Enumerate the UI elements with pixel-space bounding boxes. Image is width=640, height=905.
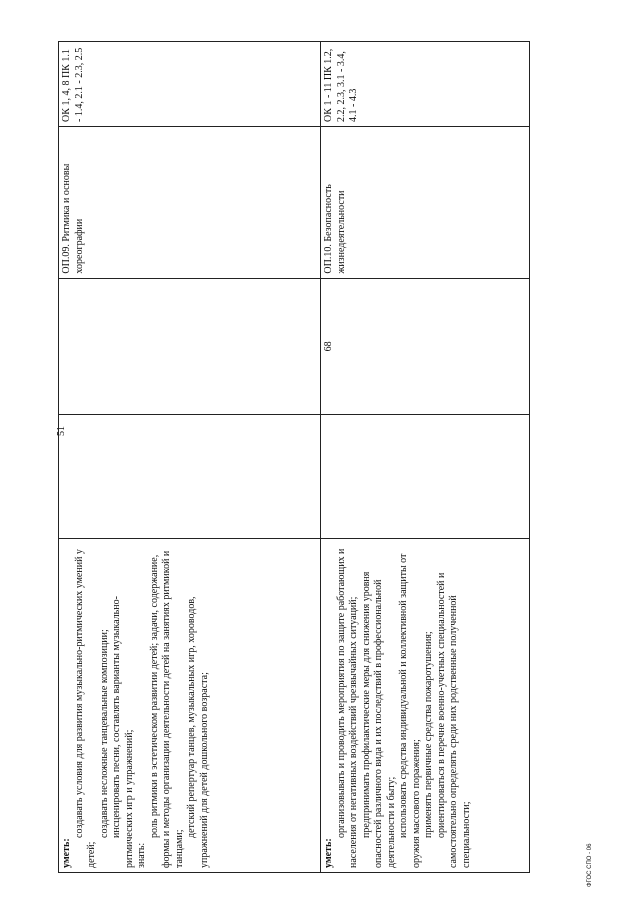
total-hours-cell xyxy=(59,415,321,539)
requirements-cell xyxy=(321,539,530,873)
list-item: создавать условия для развития музыкально-ритмических умений у детей; xyxy=(73,549,97,868)
table-row xyxy=(321,42,530,873)
table-row xyxy=(59,42,321,873)
discipline-cell: ОП.09. Ритмика и основы хореографии xyxy=(59,126,321,278)
list-item: ориентироваться в перечне военно-учетных специальностей и самостоятельно определять среди них родственные полученной специальности; xyxy=(435,572,472,868)
requirements-cell xyxy=(59,539,321,873)
list-item: инсценировать песни, составлять варианты музыкально-ритмических игр и упражнений; xyxy=(111,596,135,868)
list-item: применять первичные средства пожаротушения; xyxy=(423,631,434,838)
list-item: предпринимать профилактические меры для снижения уровня опасностей различного вида и их последствий в профессиональной деятельности и быту; xyxy=(360,571,397,868)
list-item: детский репертуар танцев, музыкальных игр, хороводов, упражнений для детей дошкольного возраста; xyxy=(186,596,210,868)
knowledge-label: знать: xyxy=(136,842,147,868)
page-number: 51 xyxy=(56,426,67,436)
curriculum-table-sheet xyxy=(58,41,530,873)
hours-cell xyxy=(59,278,321,414)
skills-label: уметь: xyxy=(61,838,72,868)
footer-code: ФГОС СПО - 06 xyxy=(587,843,593,887)
list-item: организовывать и проводить мероприятия по защите работающих и населения от негативных воздействий чрезвычайных ситуаций; xyxy=(335,548,359,868)
competencies-cell: ОК 1, 4, 8 ПК 1.1 - 1.4, 2.1 - 2.3, 2.5 xyxy=(59,42,321,127)
total-hours-cell xyxy=(321,415,530,539)
discipline-cell: ОП.10. Безопасность жизнедеятельности xyxy=(321,126,530,278)
list-item: использовать средства индивидуальной и коллективной защиты от оружия массового поражения; xyxy=(398,553,422,868)
curriculum-table xyxy=(58,41,530,873)
skills-label: уметь: xyxy=(323,838,334,868)
list-item: роль ритмики в эстетическом развитии детей; задачи, содержание, формы и методы организации деятельности детей на занятиях ритмикой и танцами; xyxy=(148,550,185,868)
list-item: создавать несложные танцевальные композиции; xyxy=(98,629,110,838)
competencies-cell: ОК 1 - 11 ПК 1.2, 2.2, 2.3, 3.1 - 3.4, 4.1 - 4.3 xyxy=(321,42,530,127)
hours-cell: 68 xyxy=(321,278,530,414)
